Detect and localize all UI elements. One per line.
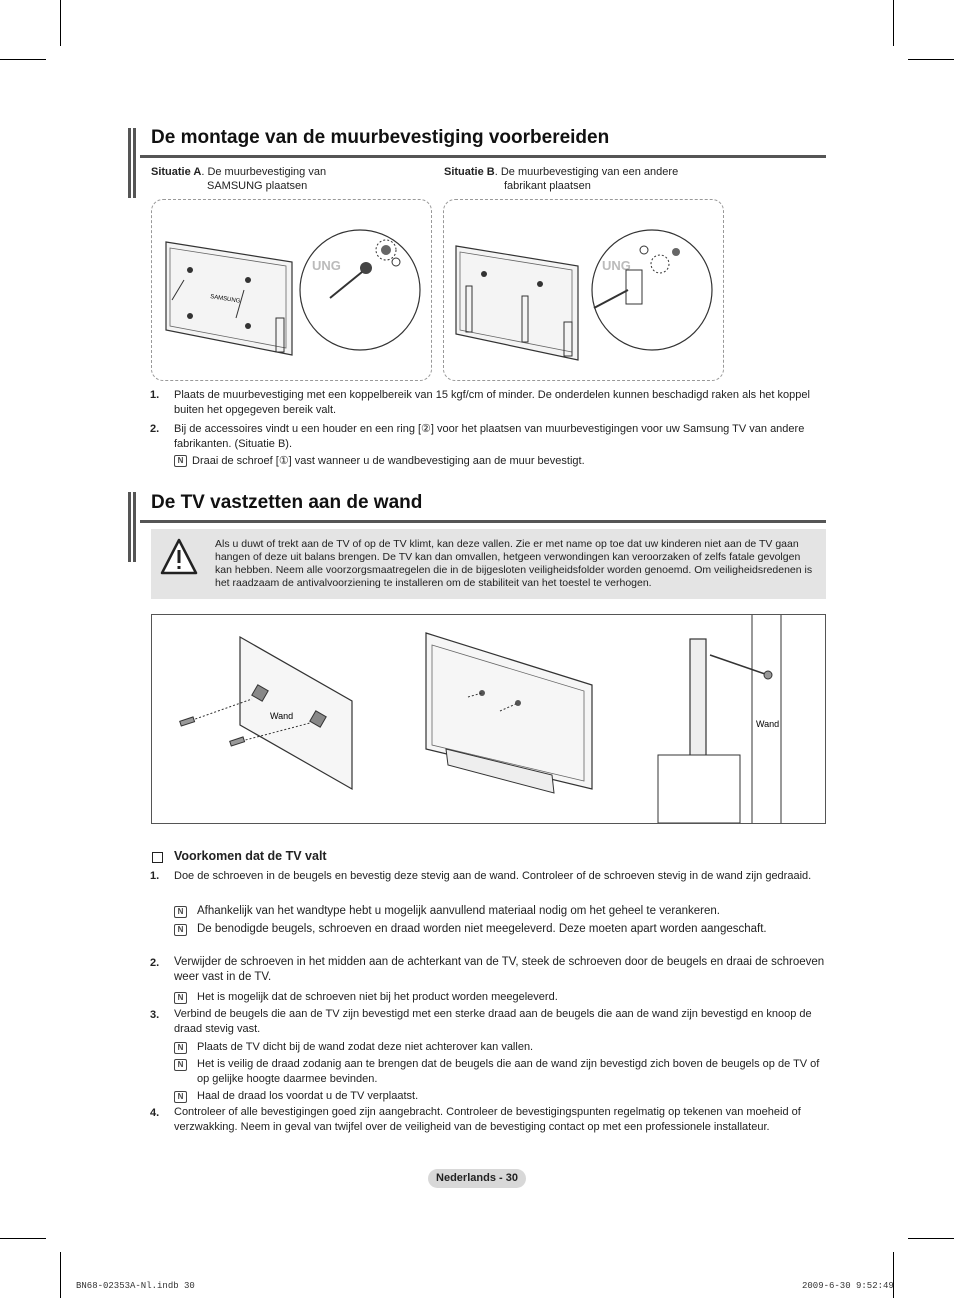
svg-text:Wand: Wand xyxy=(756,719,780,729)
section-title: De TV vastzetten aan de wand xyxy=(151,492,423,513)
svg-text:UNG: UNG xyxy=(602,258,631,273)
section-marker xyxy=(128,128,131,198)
step-text: Bij de accessoires vindt u een houder en een ring [②] voor het plaatsen van muurbevestigingen voor uw Samsung TV van andere fabrikanten. (Situatie B). xyxy=(174,423,805,450)
warning-triangle-icon xyxy=(159,537,199,577)
wall-securing-illustration xyxy=(152,615,825,823)
section-rule xyxy=(140,155,826,158)
step-number: 3. xyxy=(150,1009,160,1021)
note-icon: N xyxy=(174,1091,187,1103)
note-icon: N xyxy=(174,1042,187,1054)
note-icon: N xyxy=(174,924,187,936)
section-marker xyxy=(133,492,136,562)
page-number-badge: Nederlands - 30 xyxy=(428,1169,526,1188)
situation-a-caption: Situatie A. De muurbevestiging van SAMSUNG plaatsen xyxy=(151,166,327,192)
step-number: 1. xyxy=(150,870,160,882)
step-number: 2. xyxy=(150,423,160,435)
situation-b-label: Situatie B xyxy=(444,166,495,178)
note-icon: N xyxy=(174,992,187,1004)
svg-text:Wand: Wand xyxy=(270,711,294,721)
note-text: Draai de schroef [①] vast wanneer u de wandbevestiging aan de muur bevestigt. xyxy=(192,455,585,467)
note-text: Afhankelijk van het wandtype hebt u mogelijk aanvullend materiaal nodig om het geheel te verankeren. xyxy=(197,905,720,917)
note-text: Het is veilig de draad zodanig aan te brengen dat de beugels die aan de wand zijn bevestigd zich boven de beugels op de TV of op gelijke hoogte daarmee bevinden. xyxy=(197,1058,820,1085)
subsection-heading: Voorkomen dat de TV valt xyxy=(174,849,327,863)
checkbox-icon xyxy=(152,852,163,863)
section-marker xyxy=(128,492,131,562)
step-number: 1. xyxy=(150,389,160,401)
warning-box xyxy=(151,529,826,599)
section-rule xyxy=(140,520,826,523)
svg-text:UNG: UNG xyxy=(312,258,341,273)
note-text: De benodigde beugels, schroeven en draad worden niet meegeleverd. Deze moeten apart worden aangeschaft. xyxy=(197,923,767,935)
note-text: Haal de draad los voordat u de TV verplaatst. xyxy=(197,1090,419,1102)
wall-securing-figure xyxy=(151,614,826,824)
step-text: Verwijder de schroeven in het midden aan de achterkant van de TV, steek de schroeven door de beugels en draai de schroeven weer vast in de TV. xyxy=(174,956,825,983)
section-marker xyxy=(133,128,136,198)
step-text: Doe de schroeven in de beugels en bevestig deze stevig aan de wand. Controleer of de schroeven stevig in de wand zijn gedraaid. xyxy=(174,870,812,882)
svg-text:SAMSUNG: SAMSUNG xyxy=(209,294,241,305)
figure-situation-b xyxy=(443,199,724,381)
note-icon: N xyxy=(174,1059,187,1071)
situation-a-label: Situatie A xyxy=(151,166,202,178)
print-file-info: BN68-02353A-Nl.indb 30 xyxy=(76,1281,195,1291)
step-number: 2. xyxy=(150,957,160,969)
step-number: 4. xyxy=(150,1107,160,1119)
tv-back-mount-illustration-b xyxy=(444,200,723,380)
figure-situation-a xyxy=(151,199,432,381)
print-date-info: 2009-6-30 9:52:49 xyxy=(802,1281,894,1291)
note-text: Het is mogelijk dat de schroeven niet bij het product worden meegeleverd. xyxy=(197,991,558,1003)
warning-text: Als u duwt of trekt aan de TV of op de TV klimt, kan deze vallen. Zie er met name op toe dat uw kinderen niet aan de TV gaan hangen of deze uit balans brengen. De TV kan dan omvallen, hetgeen verwondingen kan veroorzaken of zelfs fatale gevolgen kan hebben. Neem alle voorzorgsmaatregelen die in de bijgesloten veiligheidsfolder worden genoemd. Om veiligheidsredenen is het raadzaam de antivalvoorziening te installeren om de stabiliteit van het toestel te verhogen. xyxy=(215,538,813,589)
step-text: Verbind de beugels die aan de TV zijn bevestigd met een sterke draad aan de beugels die aan de wand zijn bevestigd en knoop de draad stevig vast. xyxy=(174,1008,812,1035)
note-icon: N xyxy=(174,455,187,467)
step-text: Controleer of alle bevestigingen goed zijn aangebracht. Controleer de bevestigingspunten regelmatig op tekenen van moeheid of verzwakking. Neem in geval van twijfel over de veiligheid van de bevestiging contact op met een professionele installateur. xyxy=(174,1106,801,1133)
section-title: De montage van de muurbevestiging voorbereiden xyxy=(151,127,610,148)
tv-back-mount-illustration-a xyxy=(152,200,431,380)
note-text: Plaats de TV dicht bij de wand zodat deze niet achterover kan vallen. xyxy=(197,1041,534,1053)
step-text: Plaats de muurbevestiging met een koppelbereik van 15 kgf/cm of minder. De onderdelen kunnen beschadigd raken als het koppel buiten het opgegeven bereik valt. xyxy=(174,389,810,416)
note-icon: N xyxy=(174,906,187,918)
situation-b-caption: Situatie B. De muurbevestiging van een andere fabrikant plaatsen xyxy=(444,166,679,192)
